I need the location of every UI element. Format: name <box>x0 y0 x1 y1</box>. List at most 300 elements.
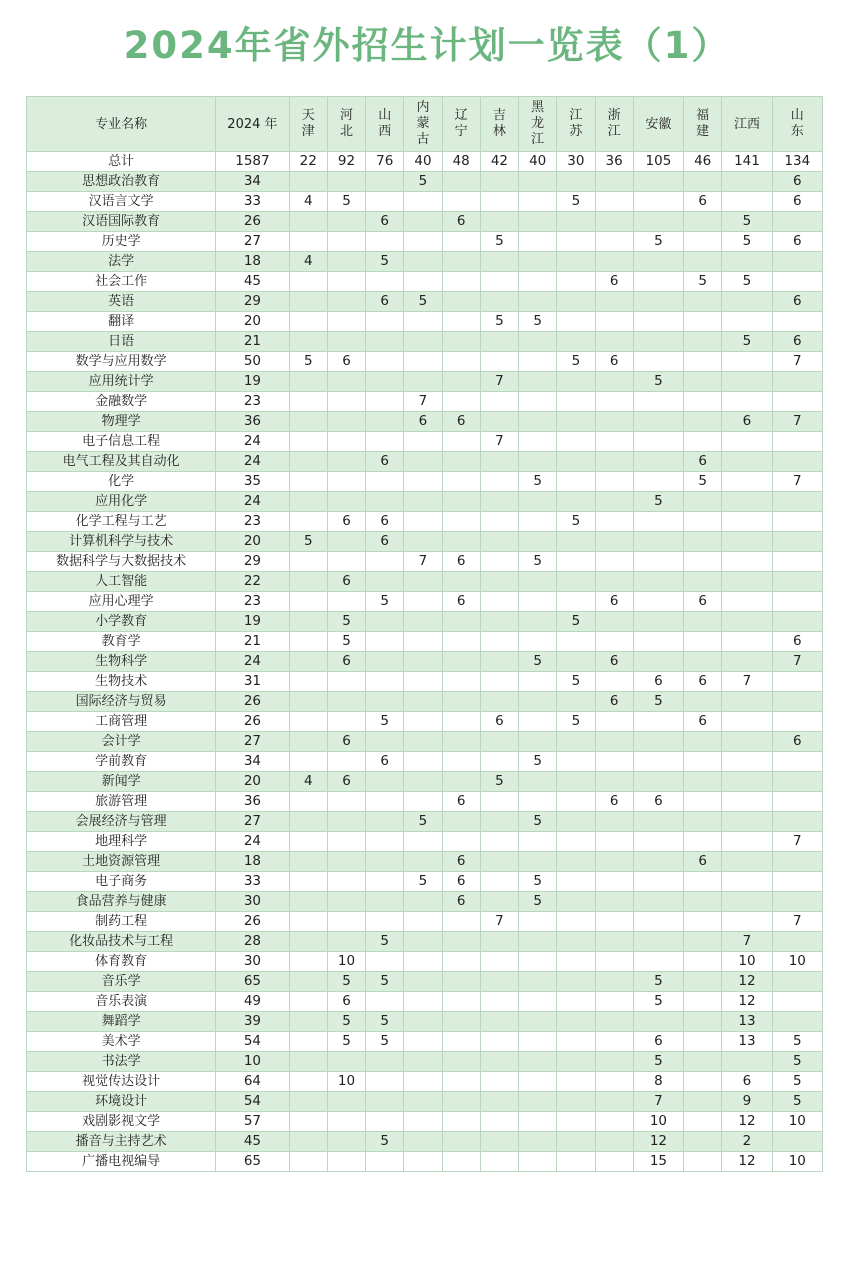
major-name-cell: 金融数学 <box>27 392 216 412</box>
quota-cell <box>519 192 557 212</box>
quota-cell <box>404 792 442 812</box>
quota-cell <box>480 732 518 752</box>
column-header: 江苏 <box>557 97 595 152</box>
quota-cell: 5 <box>557 612 595 632</box>
major-name-cell: 会计学 <box>27 732 216 752</box>
quota-cell <box>772 1132 822 1152</box>
column-header: 黑龙江 <box>519 97 557 152</box>
quota-cell <box>633 852 683 872</box>
quota-cell <box>442 292 480 312</box>
table-row <box>27 792 823 812</box>
quota-cell <box>327 1152 365 1172</box>
major-name-cell: 国际经济与贸易 <box>27 692 216 712</box>
quota-cell: 2 <box>722 1132 772 1152</box>
major-name-cell: 制药工程 <box>27 912 216 932</box>
quota-cell <box>722 592 772 612</box>
table-row <box>27 412 823 432</box>
quota-cell <box>519 1112 557 1132</box>
quota-cell <box>519 1012 557 1032</box>
quota-cell <box>289 1092 327 1112</box>
quota-cell: 6 <box>442 412 480 432</box>
table-header-row <box>27 97 823 152</box>
quota-cell <box>442 1152 480 1172</box>
quota-cell <box>722 172 772 192</box>
quota-cell <box>442 352 480 372</box>
quota-cell <box>442 532 480 552</box>
quota-cell <box>684 972 722 992</box>
quota-cell: 141 <box>722 152 772 172</box>
quota-cell <box>772 672 822 692</box>
major-name-cell: 化学工程与工艺 <box>27 512 216 532</box>
quota-cell <box>442 1012 480 1032</box>
quota-cell <box>480 652 518 672</box>
quota-cell <box>722 372 772 392</box>
quota-cell <box>595 612 633 632</box>
quota-cell: 7 <box>772 832 822 852</box>
table-row <box>27 1092 823 1112</box>
table-row <box>27 332 823 352</box>
quota-cell <box>366 432 404 452</box>
major-name-cell: 工商管理 <box>27 712 216 732</box>
quota-cell <box>595 192 633 212</box>
quota-cell: 6 <box>772 292 822 312</box>
quota-cell <box>684 572 722 592</box>
quota-cell <box>404 232 442 252</box>
quota-cell <box>557 692 595 712</box>
quota-cell: 6 <box>327 352 365 372</box>
major-name-cell: 思想政治教育 <box>27 172 216 192</box>
quota-cell <box>633 332 683 352</box>
quota-cell: 7 <box>722 672 772 692</box>
table-row <box>27 872 823 892</box>
quota-cell <box>684 772 722 792</box>
quota-cell <box>684 832 722 852</box>
quota-cell <box>289 432 327 452</box>
quota-cell <box>595 712 633 732</box>
quota-cell: 20 <box>216 532 289 552</box>
quota-cell <box>557 632 595 652</box>
quota-cell <box>519 992 557 1012</box>
quota-cell <box>289 612 327 632</box>
quota-cell <box>595 632 633 652</box>
quota-cell <box>404 532 442 552</box>
quota-cell <box>633 632 683 652</box>
quota-cell: 5 <box>722 332 772 352</box>
quota-cell <box>595 772 633 792</box>
quota-cell <box>722 492 772 512</box>
quota-cell: 5 <box>327 1032 365 1052</box>
column-header: 山西 <box>366 97 404 152</box>
quota-cell <box>772 252 822 272</box>
quota-cell: 5 <box>633 372 683 392</box>
quota-cell <box>366 472 404 492</box>
quota-cell <box>519 952 557 972</box>
table-row <box>27 572 823 592</box>
quota-cell <box>519 1132 557 1152</box>
quota-cell: 9 <box>722 1092 772 1112</box>
quota-cell <box>684 292 722 312</box>
quota-cell: 10 <box>772 1112 822 1132</box>
quota-cell <box>289 752 327 772</box>
quota-cell: 33 <box>216 872 289 892</box>
quota-cell: 5 <box>772 1032 822 1052</box>
quota-cell <box>480 492 518 512</box>
quota-cell <box>327 272 365 292</box>
quota-cell <box>404 572 442 592</box>
table-row <box>27 972 823 992</box>
table-row <box>27 832 823 852</box>
quota-cell <box>557 272 595 292</box>
quota-cell <box>480 192 518 212</box>
quota-cell <box>684 392 722 412</box>
quota-cell: 6 <box>633 672 683 692</box>
quota-cell <box>519 532 557 552</box>
quota-cell: 4 <box>289 772 327 792</box>
quota-cell <box>289 272 327 292</box>
major-name-cell: 地理科学 <box>27 832 216 852</box>
quota-cell: 7 <box>480 912 518 932</box>
quota-cell <box>480 452 518 472</box>
quota-cell <box>327 672 365 692</box>
quota-cell <box>404 192 442 212</box>
quota-cell <box>519 672 557 692</box>
quota-cell <box>480 412 518 432</box>
quota-cell <box>442 192 480 212</box>
quota-cell <box>684 812 722 832</box>
quota-cell <box>557 872 595 892</box>
quota-cell <box>327 1132 365 1152</box>
quota-cell <box>684 232 722 252</box>
quota-cell <box>404 372 442 392</box>
quota-cell <box>557 932 595 952</box>
table-row <box>27 612 823 632</box>
table-row <box>27 1012 823 1032</box>
quota-cell <box>557 732 595 752</box>
quota-cell <box>289 1012 327 1032</box>
quota-cell: 45 <box>216 1132 289 1152</box>
major-name-cell: 法学 <box>27 252 216 272</box>
quota-cell: 26 <box>216 912 289 932</box>
quota-cell <box>519 432 557 452</box>
quota-cell <box>289 852 327 872</box>
quota-cell <box>327 692 365 712</box>
quota-cell <box>519 452 557 472</box>
quota-cell <box>519 332 557 352</box>
quota-cell <box>557 1032 595 1052</box>
quota-cell: 24 <box>216 432 289 452</box>
quota-cell: 20 <box>216 312 289 332</box>
major-name-cell: 电气工程及其自动化 <box>27 452 216 472</box>
quota-cell: 7 <box>404 552 442 572</box>
quota-cell <box>404 692 442 712</box>
quota-cell <box>684 332 722 352</box>
column-header: 河北 <box>327 97 365 152</box>
quota-cell: 6 <box>772 632 822 652</box>
quota-cell: 6 <box>366 532 404 552</box>
quota-cell: 7 <box>480 432 518 452</box>
quota-cell <box>366 232 404 252</box>
major-name-cell: 电子信息工程 <box>27 432 216 452</box>
table-row <box>27 532 823 552</box>
quota-cell <box>366 1092 404 1112</box>
table-row <box>27 1032 823 1052</box>
quota-cell: 6 <box>366 752 404 772</box>
quota-cell <box>404 352 442 372</box>
quota-cell <box>557 1132 595 1152</box>
quota-cell: 12 <box>722 972 772 992</box>
quota-cell: 6 <box>442 872 480 892</box>
quota-cell: 13 <box>722 1032 772 1052</box>
quota-cell: 5 <box>404 872 442 892</box>
column-header: 江西 <box>722 97 772 152</box>
quota-cell <box>595 572 633 592</box>
quota-cell: 5 <box>404 172 442 192</box>
quota-cell: 15 <box>633 1152 683 1172</box>
quota-cell <box>442 432 480 452</box>
quota-cell <box>684 1012 722 1032</box>
table-row <box>27 852 823 872</box>
quota-cell <box>595 472 633 492</box>
quota-cell <box>557 1112 595 1132</box>
quota-cell: 6 <box>595 692 633 712</box>
quota-cell <box>366 652 404 672</box>
quota-cell <box>404 952 442 972</box>
quota-cell <box>684 992 722 1012</box>
quota-cell <box>442 972 480 992</box>
quota-cell <box>633 832 683 852</box>
quota-cell: 6 <box>442 852 480 872</box>
quota-cell <box>480 292 518 312</box>
quota-cell <box>595 392 633 412</box>
table-row <box>27 692 823 712</box>
quota-cell <box>289 1152 327 1172</box>
quota-cell <box>289 1052 327 1072</box>
quota-cell: 5 <box>366 972 404 992</box>
quota-cell <box>366 872 404 892</box>
quota-cell <box>684 1052 722 1072</box>
quota-cell <box>480 1092 518 1112</box>
quota-cell: 5 <box>366 1012 404 1032</box>
major-name-cell: 应用化学 <box>27 492 216 512</box>
quota-cell <box>519 932 557 952</box>
quota-cell <box>595 1112 633 1132</box>
quota-cell <box>289 1132 327 1152</box>
quota-cell <box>519 232 557 252</box>
quota-cell <box>404 1092 442 1112</box>
quota-cell <box>327 552 365 572</box>
quota-cell <box>595 992 633 1012</box>
quota-cell <box>684 1072 722 1092</box>
quota-cell <box>442 332 480 352</box>
quota-cell: 5 <box>519 652 557 672</box>
quota-cell <box>480 1052 518 1072</box>
quota-cell <box>595 232 633 252</box>
quota-cell <box>442 832 480 852</box>
major-name-cell: 数学与应用数学 <box>27 352 216 372</box>
major-name-cell: 人工智能 <box>27 572 216 592</box>
quota-cell <box>442 512 480 532</box>
quota-cell: 10 <box>216 1052 289 1072</box>
quota-cell: 5 <box>772 1072 822 1092</box>
quota-cell <box>557 392 595 412</box>
quota-cell: 30 <box>216 952 289 972</box>
quota-cell: 5 <box>519 812 557 832</box>
quota-cell <box>772 492 822 512</box>
quota-cell <box>557 972 595 992</box>
table-row <box>27 1132 823 1152</box>
quota-cell <box>595 512 633 532</box>
quota-cell <box>684 952 722 972</box>
quota-cell: 12 <box>722 1152 772 1172</box>
quota-cell <box>366 912 404 932</box>
quota-cell <box>404 1112 442 1132</box>
quota-cell <box>684 512 722 532</box>
major-name-cell: 生物技术 <box>27 672 216 692</box>
major-name-cell: 小学教育 <box>27 612 216 632</box>
quota-cell <box>404 312 442 332</box>
quota-cell <box>595 972 633 992</box>
quota-cell <box>633 312 683 332</box>
quota-cell <box>557 772 595 792</box>
quota-cell <box>519 972 557 992</box>
quota-cell <box>519 772 557 792</box>
quota-cell <box>404 652 442 672</box>
quota-cell <box>366 672 404 692</box>
column-header: 专业名称 <box>27 97 216 152</box>
quota-cell <box>633 892 683 912</box>
table-row <box>27 652 823 672</box>
quota-cell <box>404 912 442 932</box>
quota-cell <box>772 212 822 232</box>
quota-cell <box>633 712 683 732</box>
quota-cell <box>684 752 722 772</box>
major-name-cell: 环境设计 <box>27 1092 216 1112</box>
quota-cell <box>404 892 442 912</box>
quota-cell <box>442 712 480 732</box>
quota-cell <box>722 552 772 572</box>
quota-cell: 7 <box>633 1092 683 1112</box>
quota-cell: 6 <box>772 232 822 252</box>
quota-cell: 6 <box>327 652 365 672</box>
quota-cell <box>519 1152 557 1172</box>
major-name-cell: 化学 <box>27 472 216 492</box>
quota-cell: 6 <box>327 572 365 592</box>
quota-cell <box>722 512 772 532</box>
quota-cell <box>633 872 683 892</box>
major-name-cell: 汉语言文学 <box>27 192 216 212</box>
major-name-cell: 食品营养与健康 <box>27 892 216 912</box>
quota-cell <box>595 1132 633 1152</box>
quota-cell: 40 <box>519 152 557 172</box>
table-row <box>27 252 823 272</box>
quota-cell <box>366 572 404 592</box>
quota-cell <box>722 192 772 212</box>
quota-cell <box>366 552 404 572</box>
quota-cell: 30 <box>557 152 595 172</box>
quota-cell <box>327 292 365 312</box>
table-row <box>27 932 823 952</box>
quota-cell: 7 <box>404 392 442 412</box>
quota-cell <box>557 1092 595 1112</box>
quota-cell <box>289 652 327 672</box>
quota-cell <box>684 352 722 372</box>
quota-cell <box>480 1112 518 1132</box>
quota-cell: 10 <box>327 952 365 972</box>
quota-cell <box>519 492 557 512</box>
quota-cell <box>722 852 772 872</box>
table-row <box>27 772 823 792</box>
quota-cell <box>722 472 772 492</box>
quota-cell <box>442 572 480 592</box>
quota-cell <box>684 552 722 572</box>
quota-cell <box>557 912 595 932</box>
enrollment-plan-table <box>26 96 823 1172</box>
quota-cell <box>557 572 595 592</box>
quota-cell <box>557 212 595 232</box>
quota-cell <box>366 732 404 752</box>
quota-cell <box>404 272 442 292</box>
quota-cell <box>595 1012 633 1032</box>
quota-cell: 24 <box>216 452 289 472</box>
quota-cell <box>772 392 822 412</box>
quota-cell <box>722 572 772 592</box>
quota-cell <box>480 992 518 1012</box>
quota-cell: 57 <box>216 1112 289 1132</box>
quota-cell: 23 <box>216 392 289 412</box>
quota-cell <box>633 912 683 932</box>
quota-cell <box>442 492 480 512</box>
quota-cell <box>633 652 683 672</box>
quota-cell <box>557 312 595 332</box>
quota-cell <box>633 532 683 552</box>
quota-cell <box>480 532 518 552</box>
quota-cell: 6 <box>327 992 365 1012</box>
quota-cell <box>327 892 365 912</box>
quota-cell <box>404 832 442 852</box>
quota-cell <box>595 252 633 272</box>
table-row <box>27 492 823 512</box>
quota-cell <box>480 552 518 572</box>
quota-cell <box>327 852 365 872</box>
quota-cell: 6 <box>722 412 772 432</box>
quota-cell <box>595 332 633 352</box>
major-name-cell: 汉语国际教育 <box>27 212 216 232</box>
quota-cell <box>480 1032 518 1052</box>
quota-cell <box>442 1052 480 1072</box>
quota-cell: 31 <box>216 672 289 692</box>
quota-cell <box>366 312 404 332</box>
quota-cell <box>480 352 518 372</box>
quota-cell <box>480 872 518 892</box>
quota-cell <box>595 172 633 192</box>
quota-cell <box>327 492 365 512</box>
table-row <box>27 752 823 772</box>
quota-cell <box>404 712 442 732</box>
quota-cell <box>684 912 722 932</box>
quota-cell <box>772 592 822 612</box>
quota-cell <box>722 392 772 412</box>
quota-cell: 4 <box>289 192 327 212</box>
quota-cell <box>684 872 722 892</box>
quota-cell: 4 <box>289 252 327 272</box>
quota-cell <box>684 1112 722 1132</box>
quota-cell <box>327 1092 365 1112</box>
quota-cell <box>519 352 557 372</box>
quota-cell <box>772 692 822 712</box>
major-name-cell: 应用心理学 <box>27 592 216 612</box>
quota-cell: 6 <box>595 592 633 612</box>
quota-cell <box>684 612 722 632</box>
